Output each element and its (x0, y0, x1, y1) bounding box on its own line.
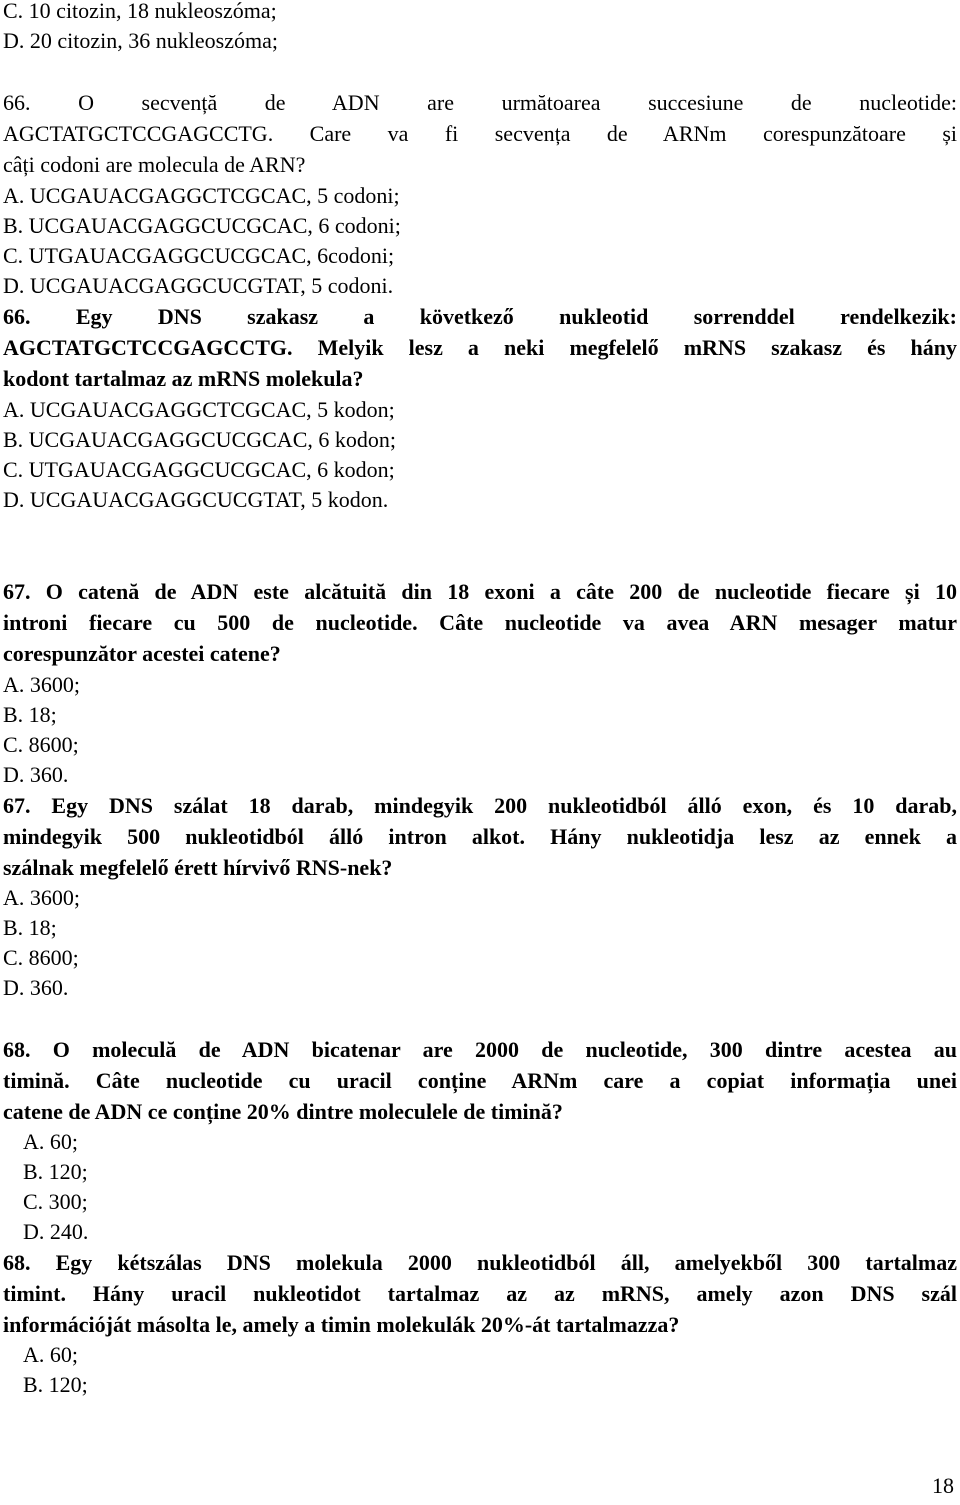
q67ro-question-line3: corespunzător acestei catene? (3, 641, 281, 666)
q67hu-question-line3: szálnak megfelelő érett hírvivő RNS-nek? (3, 855, 393, 880)
q66hu-question-line2: AGCTATGCTCCGAGCCTG. Melyik lesz a neki megfelelő mRNS szakasz és hány (3, 335, 957, 360)
q66ro-option-a: A. UCGAUACGAGGCTCGCAC, 5 codoni; (3, 183, 400, 208)
q67hu-question-line1: 67. Egy DNS szálat 18 darab, mindegyik 200 nukleotidból álló exon, és 10 darab, (3, 793, 957, 818)
q68ro-option-b: B. 120; (23, 1159, 88, 1184)
q68hu-question-line2: timint. Hány uracil nukleotidot tartalmaz az az mRNS, amely azon DNS szál (3, 1281, 957, 1306)
q66hu-option-d: D. UCGAUACGAGGCUCGTAT, 5 kodon. (3, 487, 389, 512)
q66ro-question-line3: câți codoni are molecula de ARN? (3, 152, 306, 177)
q68hu-option-a: A. 60; (23, 1342, 78, 1367)
q68ro-option-d: D. 240. (23, 1219, 89, 1244)
q68hu-option-b: B. 120; (23, 1372, 88, 1397)
q66hu-option-a: A. UCGAUACGAGGCTCGCAC, 5 kodon; (3, 397, 395, 422)
q68hu-question-line1: 68. Egy kétszálas DNS molekula 2000 nukleotidból áll, amelyekből 300 tartalmaz (3, 1250, 957, 1275)
q66ro-question-line1: 66. O secvență de ADN are următoarea succesiune de nucleotide: (3, 90, 957, 115)
q67hu-option-b: B. 18; (3, 915, 57, 940)
q68hu-question-line3: információját másolta le, amely a timin molekulák 20%-át tartalmazza? (3, 1312, 680, 1337)
q68ro-option-c: C. 300; (23, 1189, 88, 1214)
q67ro-option-d: D. 360. (3, 762, 69, 787)
q68ro-option-a: A. 60; (23, 1129, 78, 1154)
q66hu-option-c: C. UTGAUACGAGGCUCGCAC, 6 kodon; (3, 457, 395, 482)
q66hu-question-line1: 66. Egy DNS szakasz a következő nukleotid sorrenddel rendelkezik: (3, 304, 957, 329)
q65hu-option-d: D. 20 citozin, 36 nukleoszóma; (3, 28, 278, 53)
q66ro-option-b: B. UCGAUACGAGGCUCGCAC, 6 codoni; (3, 213, 401, 238)
q66ro-option-d: D. UCGAUACGAGGCUCGTAT, 5 codoni. (3, 273, 394, 298)
q67hu-question-line2: mindegyik 500 nukleotidból álló intron alkot. Hány nukleotidja lesz az ennek a (3, 824, 957, 849)
q65hu-option-c: C. 10 citozin, 18 nukleoszóma; (3, 0, 277, 23)
q66ro-question-line2: AGCTATGCTCCGAGCCTG. Care va fi secvența de ARNm corespunzătoare și (3, 121, 957, 146)
q67hu-option-a: A. 3600; (3, 885, 80, 910)
q67ro-option-c: C. 8600; (3, 732, 79, 757)
q66hu-question-line3: kodont tartalmaz az mRNS molekula? (3, 366, 364, 391)
q67hu-option-c: C. 8600; (3, 945, 79, 970)
q66ro-option-c: C. UTGAUACGAGGCUCGCAC, 6codoni; (3, 243, 395, 268)
q67ro-question-line1: 67. O catenă de ADN este alcătuită din 18 exoni a câte 200 de nucleotide fiecare și 10 (3, 579, 957, 604)
page-number: 18 (932, 1473, 954, 1498)
q68ro-question-line1: 68. O moleculă de ADN bicatenar are 2000 de nucleotide, 300 dintre acestea au (3, 1037, 957, 1062)
q66hu-option-b: B. UCGAUACGAGGCUCGCAC, 6 kodon; (3, 427, 396, 452)
q67ro-question-line2: introni fiecare cu 500 de nucleotide. Câte nucleotide va avea ARN mesager matur (3, 610, 957, 635)
q67ro-option-a: A. 3600; (3, 672, 80, 697)
q67hu-option-d: D. 360. (3, 975, 69, 1000)
q68ro-question-line2: timină. Câte nucleotide cu uracil conține ARNm care a copiat informația unei (3, 1068, 957, 1093)
q68ro-question-line3: catene de ADN ce conține 20% dintre moleculele de timină? (3, 1099, 563, 1124)
q67ro-option-b: B. 18; (3, 702, 57, 727)
